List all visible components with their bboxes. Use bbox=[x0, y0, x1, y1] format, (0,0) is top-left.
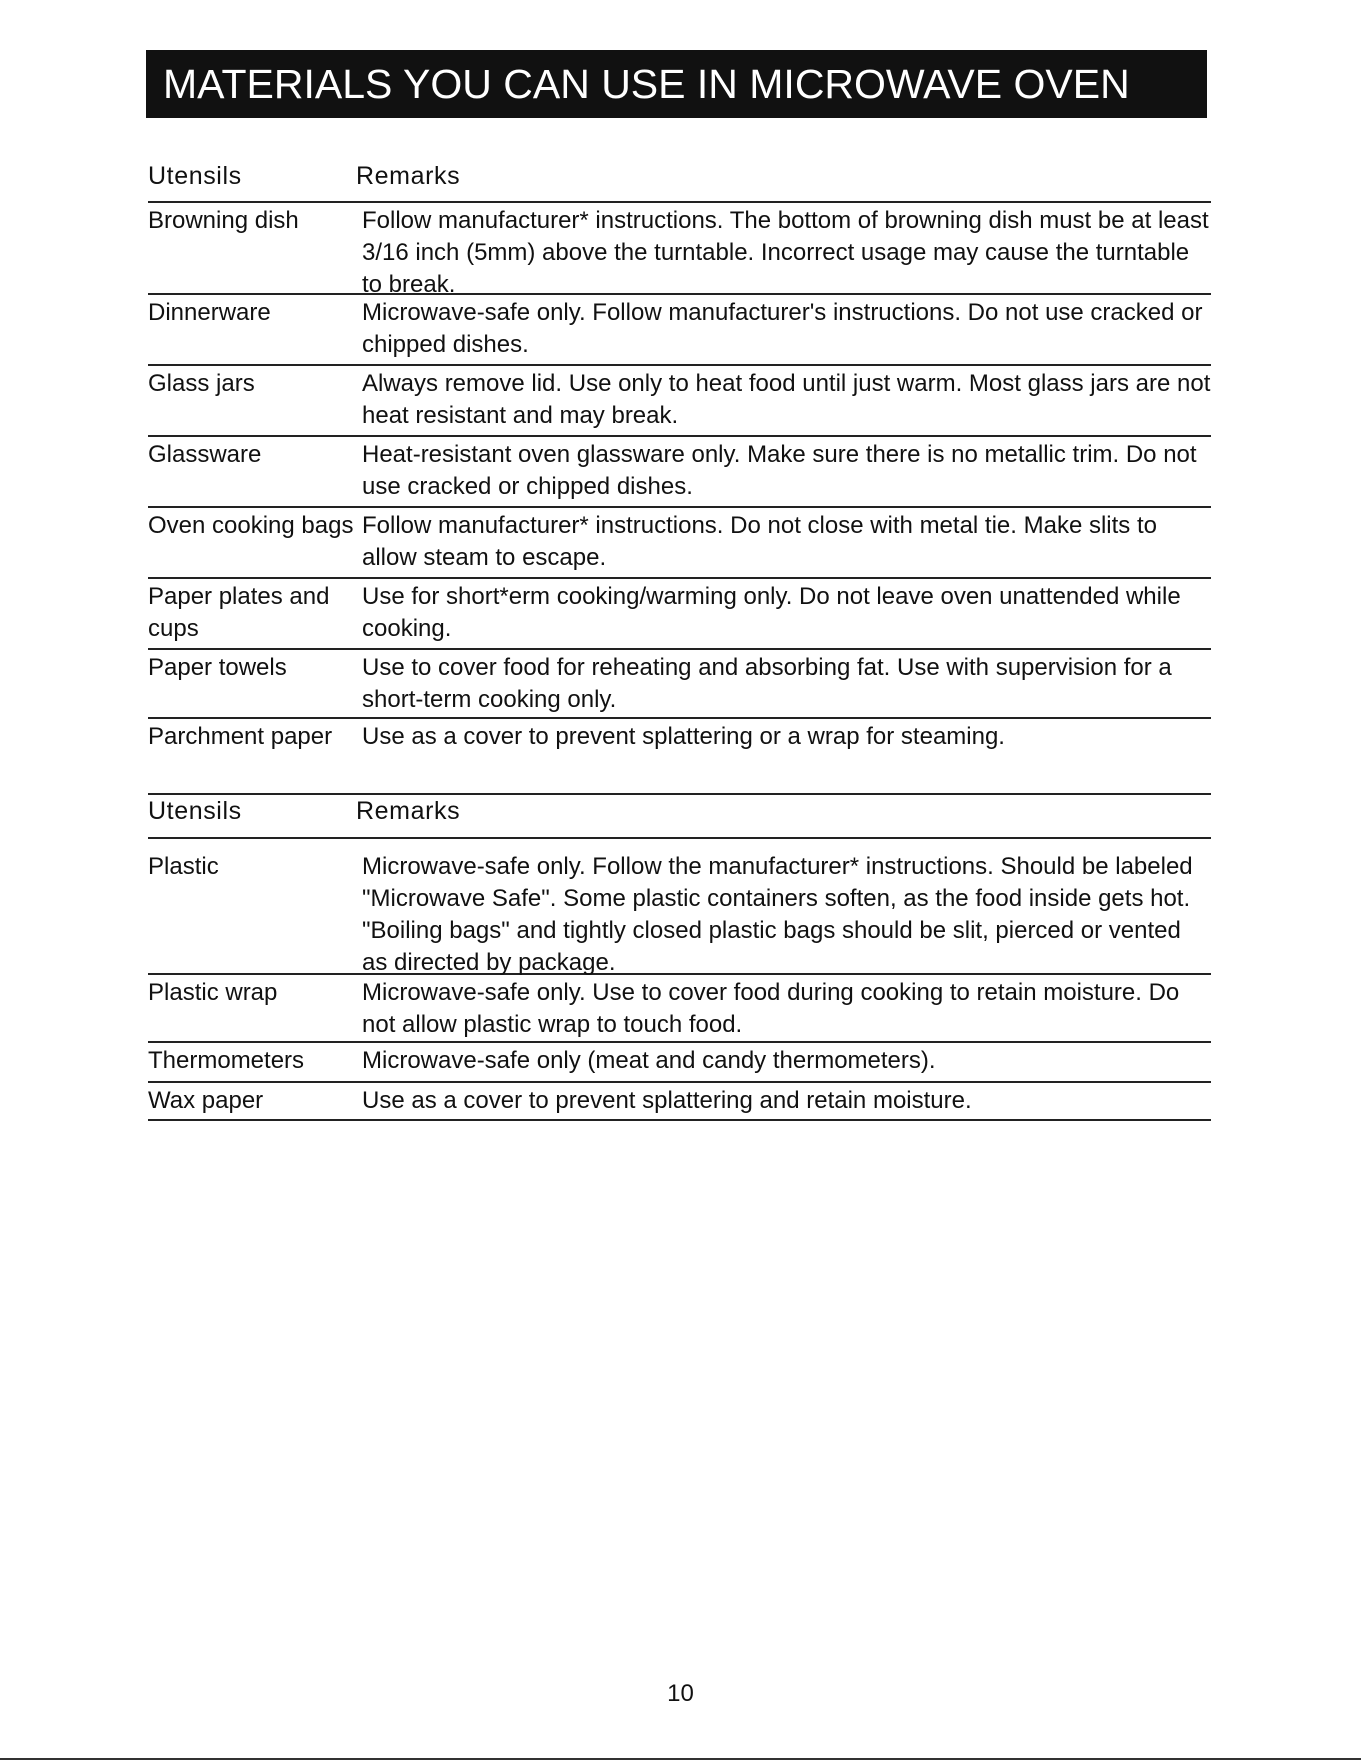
materials-table-2 bbox=[148, 793, 1211, 1121]
page-title: MATERIALS YOU CAN USE IN MICROWAVE OVEN bbox=[146, 50, 1207, 118]
table-row bbox=[148, 203, 1211, 298]
page-bottom-rule bbox=[0, 1758, 1361, 1760]
utensil-cell: Oven cooking bags bbox=[148, 512, 354, 539]
utensil-cell: Thermometers bbox=[148, 1047, 305, 1074]
remark-cell: Use to cover food for reheating and absorbing fat. Use with supervision for a short-term cooking only. bbox=[362, 654, 1172, 713]
table-row bbox=[148, 437, 1211, 508]
table-row bbox=[148, 839, 1211, 975]
utensils-header: Utensils bbox=[148, 797, 242, 825]
remark-cell: Follow manufacturer* instructions. The bottom of browning dish must be at least 3/16 inch (5mm) above the turntable. Incorrect usage may cause the turntable to break. bbox=[362, 207, 1209, 298]
table-row bbox=[148, 1083, 1211, 1121]
utensil-cell: Glass jars bbox=[148, 370, 255, 397]
table-header bbox=[148, 158, 1211, 203]
remarks-header: Remarks bbox=[356, 797, 461, 825]
table-row bbox=[148, 975, 1211, 1043]
materials-table-1 bbox=[148, 158, 1211, 790]
remark-cell: Heat-resistant oven glassware only. Make sure there is no metallic trim. Do not use cracked or chipped dishes. bbox=[362, 441, 1197, 500]
utensil-cell: Glassware bbox=[148, 441, 262, 468]
remark-cell: Microwave-safe only. Follow the manufacturer* instructions. Should be labeled "Microwave Safe". Some plastic containers soften, as the food inside gets hot. "Boiling bags" and tightly closed plastic bags should be slit, pierced or vented as directed by package. bbox=[362, 853, 1193, 976]
table-header bbox=[148, 793, 1211, 839]
page-number: 10 bbox=[667, 1680, 694, 1707]
remark-cell: Use as a cover to prevent splattering or a wrap for steaming. bbox=[362, 723, 1005, 750]
utensil-cell: Dinnerware bbox=[148, 299, 271, 326]
remark-cell: Follow manufacturer* instructions. Do not close with metal tie. Make slits to allow steam to escape. bbox=[362, 512, 1157, 571]
utensil-cell: Browning dish bbox=[148, 207, 299, 234]
remark-cell: Microwave-safe only (meat and candy thermometers). bbox=[362, 1047, 936, 1074]
remark-cell: Use as a cover to prevent splattering and retain moisture. bbox=[362, 1087, 972, 1114]
remarks-header: Remarks bbox=[356, 162, 461, 190]
remark-cell: Use for short*erm cooking/warming only. Do not leave oven unattended while cooking. bbox=[362, 583, 1181, 642]
table-row bbox=[148, 366, 1211, 437]
table-row bbox=[148, 295, 1211, 366]
table-row bbox=[148, 1043, 1211, 1083]
utensils-header: Utensils bbox=[148, 162, 242, 190]
utensil-cell: Wax paper bbox=[148, 1087, 264, 1114]
utensil-cell: Plastic wrap bbox=[148, 979, 278, 1006]
remark-cell: Always remove lid. Use only to heat food until just warm. Most glass jars are not heat resistant and may break. bbox=[362, 370, 1211, 429]
table-row bbox=[148, 579, 1211, 650]
table-row bbox=[148, 650, 1211, 719]
table-row bbox=[148, 508, 1211, 579]
remark-cell: Microwave-safe only. Use to cover food during cooking to retain moisture. Do not allow plastic wrap to touch food. bbox=[362, 979, 1180, 1038]
utensil-cell: Paper towels bbox=[148, 654, 287, 681]
utensil-cell: Plastic bbox=[148, 853, 219, 880]
remark-cell: Microwave-safe only. Follow manufacturer's instructions. Do not use cracked or chipped dishes. bbox=[362, 299, 1203, 358]
utensil-cell: Paper plates and cups bbox=[148, 583, 330, 642]
table-row bbox=[148, 719, 1211, 790]
utensil-cell: Parchment paper bbox=[148, 723, 333, 750]
